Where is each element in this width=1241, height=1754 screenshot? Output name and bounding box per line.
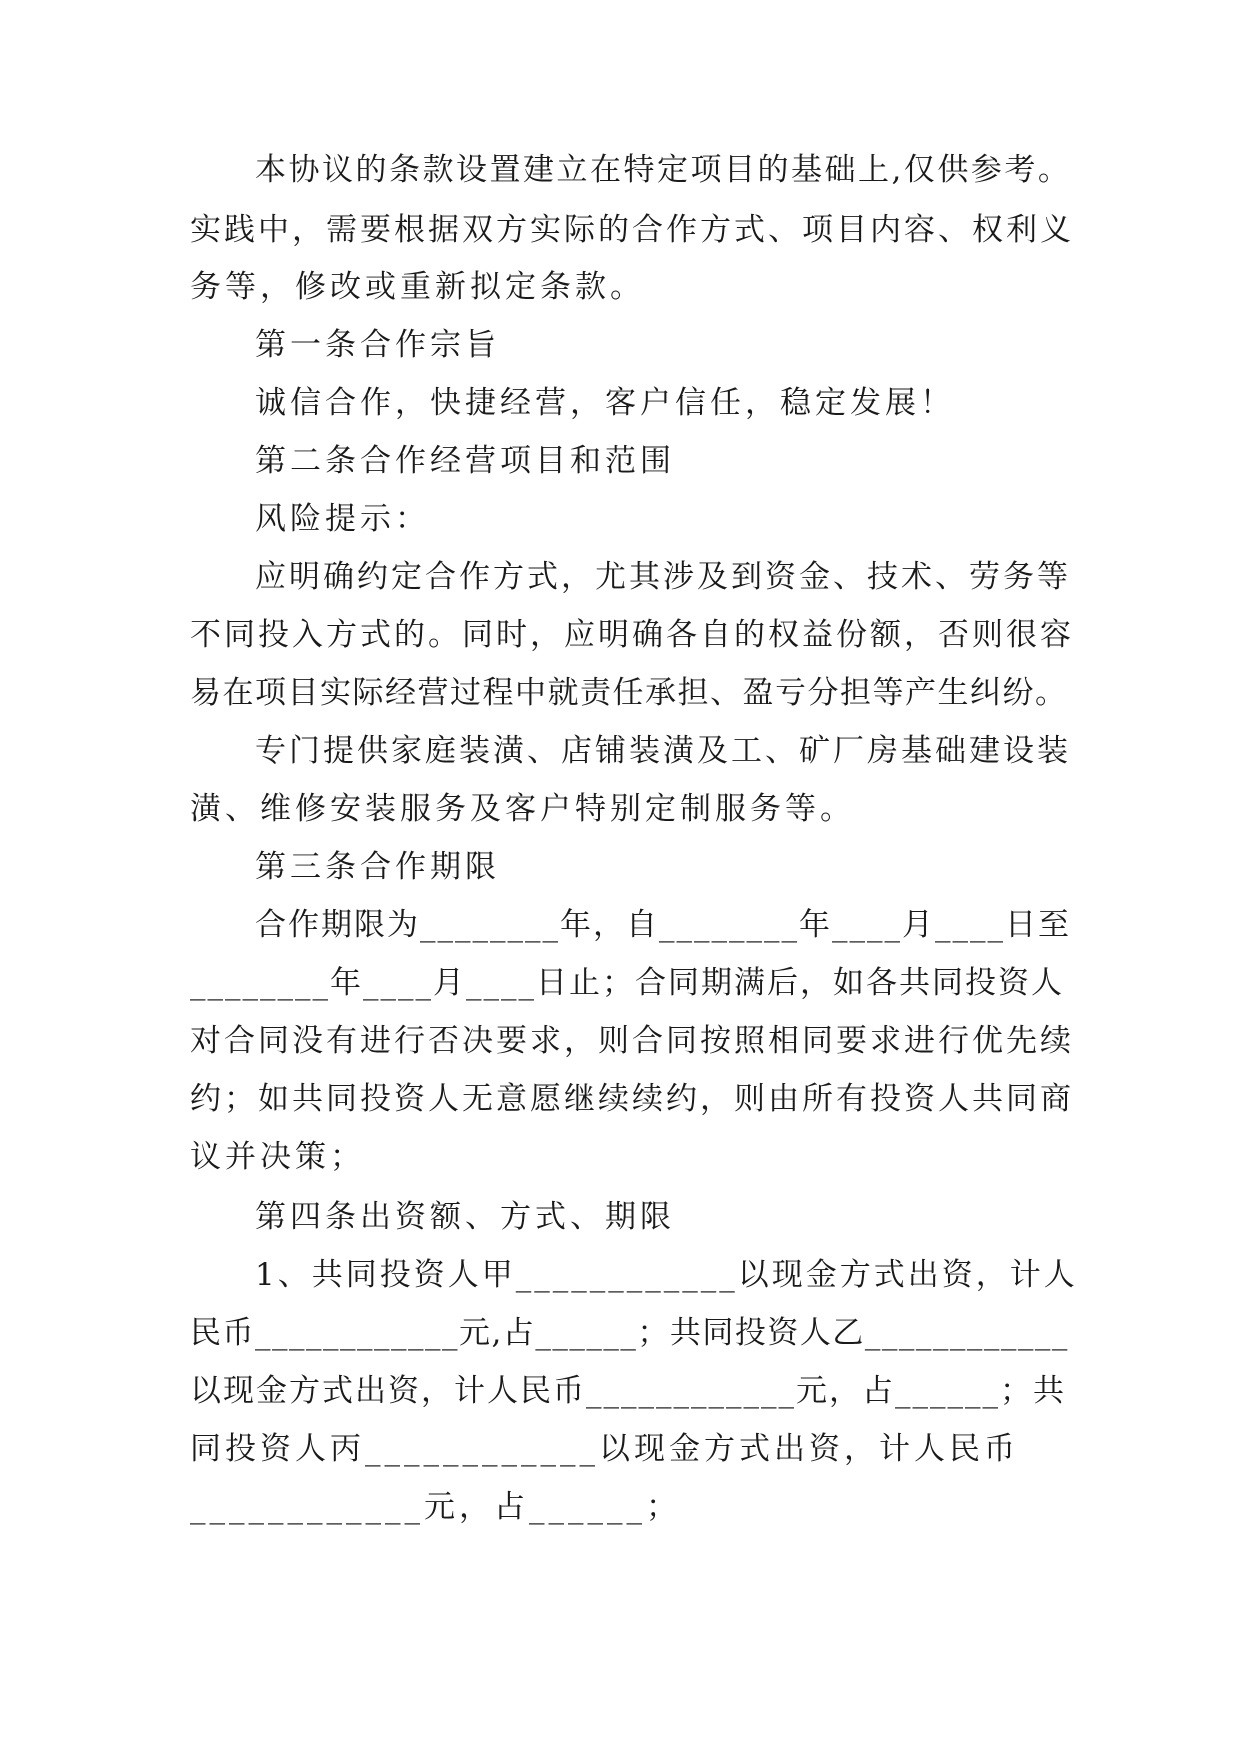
- term-line-2: ________年____月____日止；合同期满后，如各共同投资人: [190, 965, 1064, 1001]
- risk-warning-line-1: 应明确约定合作方式，尤其涉及到资金、技术、劳务等: [255, 559, 1071, 595]
- article-2-heading: 第二条合作经营项目和范围: [255, 443, 675, 479]
- contribution-line-5: ____________元，占______；: [190, 1489, 681, 1525]
- article-1-content: 诚信合作，快捷经营，客户信任，稳定发展！: [255, 385, 955, 421]
- contribution-line-3: 以现金方式出资，计人民币____________元，占______；共: [190, 1373, 1066, 1409]
- article-1-heading: 第一条合作宗旨: [255, 327, 500, 363]
- paragraph-disclaimer-line-3: 务等，修改或重新拟定条款。: [190, 269, 645, 305]
- article-3-heading: 第三条合作期限: [255, 849, 500, 885]
- scope-line-2: 潢、维修安装服务及客户特别定制服务等。: [190, 791, 855, 827]
- term-line-3: 对合同没有进行否决要求，则合同按照相同要求进行优先续: [190, 1023, 1074, 1059]
- scope-line-1: 专门提供家庭装潢、店铺装潢及工、矿厂房基础建设装: [255, 733, 1071, 769]
- term-line-5: 议并决策；: [190, 1139, 365, 1175]
- paragraph-disclaimer-line-2: 实践中，需要根据双方实际的合作方式、项目内容、权利义: [190, 212, 1074, 248]
- contribution-line-4: 同投资人丙____________以现金方式出资，计人民币: [190, 1431, 1019, 1467]
- term-line-4: 约；如共同投资人无意愿继续续约，则由所有投资人共同商: [190, 1081, 1074, 1117]
- paragraph-disclaimer-line-1: 本协议的条款设置建立在特定项目的基础上,仅供参考。: [255, 152, 1072, 188]
- risk-warning-line-3: 易在项目实际经营过程中就责任承担、盈亏分担等产生纠纷。: [190, 675, 1068, 711]
- risk-warning-line-2: 不同投入方式的。同时，应明确各自的权益份额，否则很容: [190, 617, 1074, 653]
- contribution-line-1: 1、共同投资人甲____________以现金方式出资，计人: [255, 1257, 1078, 1293]
- term-line-1: 合作期限为________年，自________年____月____日至: [255, 907, 1071, 943]
- article-4-heading: 第四条出资额、方式、期限: [255, 1199, 675, 1235]
- risk-warning-label: 风险提示：: [255, 501, 430, 537]
- contribution-line-2: 民币____________元,占______；共同投资人乙____________: [190, 1315, 1069, 1351]
